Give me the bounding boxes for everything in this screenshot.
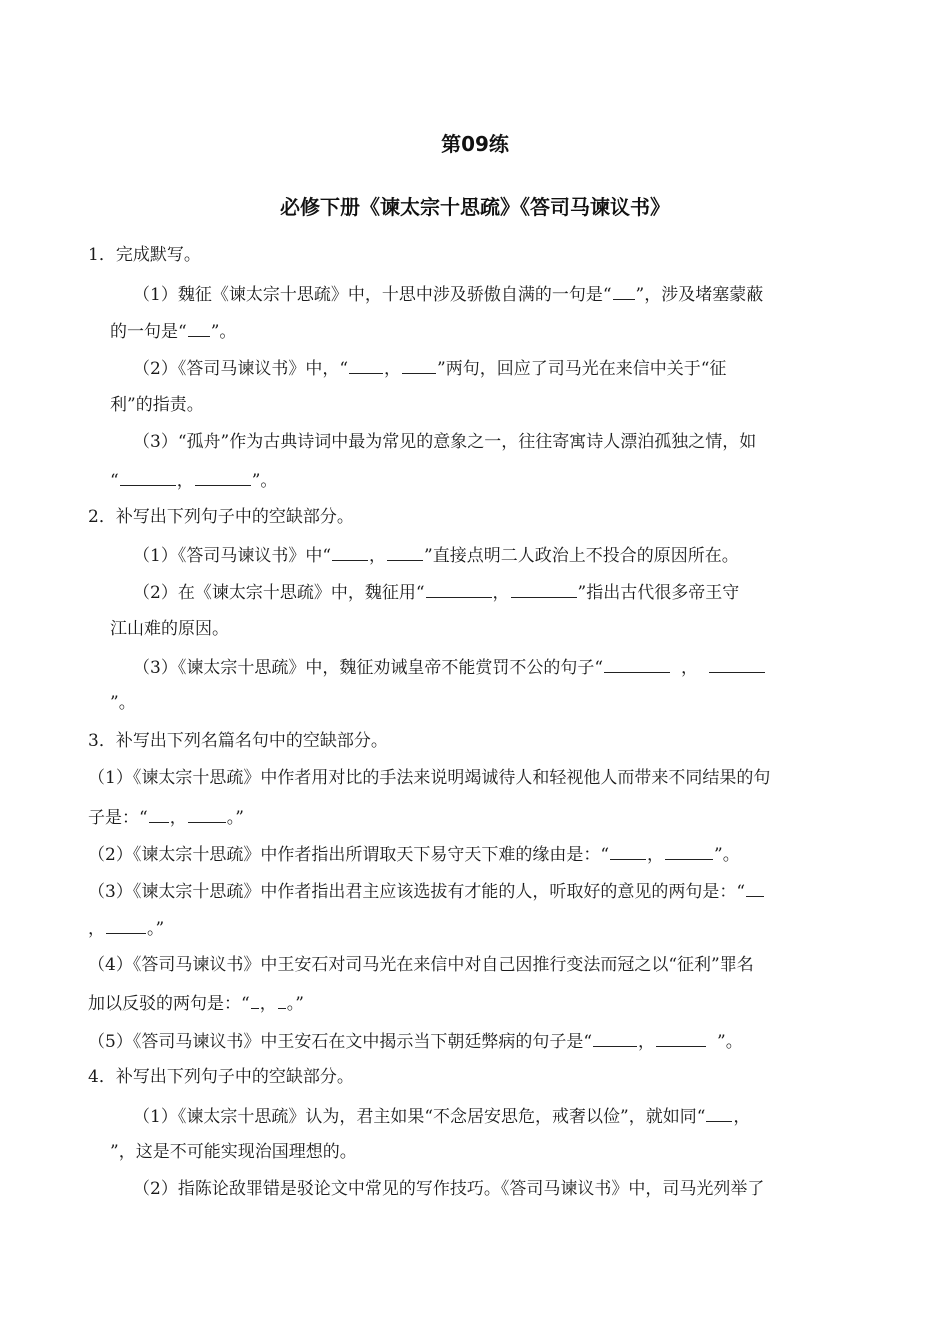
answer-blank[interactable]: [746, 878, 764, 897]
answer-blank[interactable]: [149, 804, 169, 823]
answer-blank[interactable]: [120, 467, 176, 486]
answer-blank[interactable]: [604, 654, 670, 673]
q4-item2-line1: （2）指陈论敌罪错是驳论文中常见的写作技巧。《答司马谏议书》中，司马光列举了: [133, 1179, 765, 1199]
answer-blank[interactable]: [656, 1028, 706, 1047]
q1-item2-line1: （2）《答司马谏议书》中，“ ， ”两句，回应了司马光在来信中关于“征: [133, 355, 726, 381]
q1-item1-line2: 的一句是“ ”。: [110, 318, 236, 344]
q4-item1-line2: ”，这是不可能实现治国理想的。: [110, 1142, 357, 1162]
q3-item1-line2: 子是：“ ， 。”: [88, 804, 244, 830]
q1-item1-line1: （1）魏征《谏太宗十思疏》中，十思中涉及骄傲自满的一句是“ ”，涉及堵塞蒙蔽: [133, 281, 763, 307]
q3-item3-line2: ， 。”: [88, 915, 164, 941]
q1-item3-line1: （3）“孤舟”作为古典诗词中最为常见的意象之一，往往寄寓诗人漂泊孤独之情，如: [133, 432, 757, 452]
q3-item2: （2）《谏太宗十思疏》中作者指出所谓取天下易守天下难的缘由是：“ ， ”。: [88, 841, 740, 867]
q2-item2-line1: （2）在《谏太宗十思疏》中，魏征用“ ， ”指出古代很多帝王守: [133, 579, 739, 605]
page-title: 第09练: [441, 132, 509, 156]
answer-blank[interactable]: [593, 1028, 637, 1047]
question-4-stem: 4．补写出下列句子中的空缺部分。: [88, 1067, 354, 1087]
q2-item2-line2: 江山难的原因。: [110, 619, 229, 639]
answer-blank[interactable]: [332, 542, 368, 561]
q1-item3-line2: “ ， ”。: [110, 467, 277, 493]
answer-blank[interactable]: [278, 990, 286, 1009]
answer-blank[interactable]: [610, 841, 646, 860]
question-2-stem: 2．补写出下列句子中的空缺部分。: [88, 507, 354, 527]
q3-item5: （5）《答司马谏议书》中王安石在文中揭示当下朝廷弊病的句子是“ ， ”。: [88, 1028, 743, 1054]
answer-blank[interactable]: [188, 804, 226, 823]
q3-item3-line1: （3）《谏太宗十思疏》中作者指出君主应该选拔有才能的人，听取好的意见的两句是：“: [88, 878, 765, 904]
answer-blank[interactable]: [709, 654, 765, 673]
answer-blank[interactable]: [706, 1103, 732, 1122]
q1-item2-line2: 利”的指责。: [110, 395, 204, 415]
answer-blank[interactable]: [188, 318, 210, 337]
answer-blank[interactable]: [613, 281, 635, 300]
answer-blank[interactable]: [195, 467, 251, 486]
answer-blank[interactable]: [511, 579, 577, 598]
answer-blank[interactable]: [426, 579, 492, 598]
q3-item4-line1: （4）《答司马谏议书》中王安石对司马光在来信中对自己因推行变法而冠之以“征利”罪名: [88, 955, 754, 975]
question-1-stem: 1．完成默写。: [88, 245, 201, 265]
answer-blank[interactable]: [402, 355, 436, 374]
answer-blank[interactable]: [251, 990, 259, 1009]
q2-item1: （1）《答司马谏议书》中“ ， ”直接点明二人政治上不投合的原因所在。: [133, 542, 739, 568]
answer-blank[interactable]: [387, 542, 423, 561]
question-3-stem: 3．补写出下列名篇名句中的空缺部分。: [88, 731, 388, 751]
q2-item3-line2: ”。: [110, 693, 136, 713]
answer-blank[interactable]: [349, 355, 383, 374]
answer-blank[interactable]: [106, 915, 146, 934]
q2-item3-line1: （3）《谏太宗十思疏》中，魏征劝诫皇帝不能赏罚不公的句子“ ，: [133, 654, 766, 680]
page-subtitle: 必修下册《谏太宗十思疏》《答司马谏议书》: [280, 195, 670, 219]
answer-blank[interactable]: [665, 841, 713, 860]
q4-item1-line1: （1）《谏太宗十思疏》认为，君主如果“不念居安思危，戒奢以俭”，就如同“ ，: [133, 1103, 750, 1129]
q3-item4-line2: 加以反驳的两句是：“ ， 。”: [88, 990, 304, 1016]
q3-item1-line1: （1）《谏太宗十思疏》中作者用对比的手法来说明竭诚待人和轻视他人而带来不同结果的句: [88, 768, 771, 788]
